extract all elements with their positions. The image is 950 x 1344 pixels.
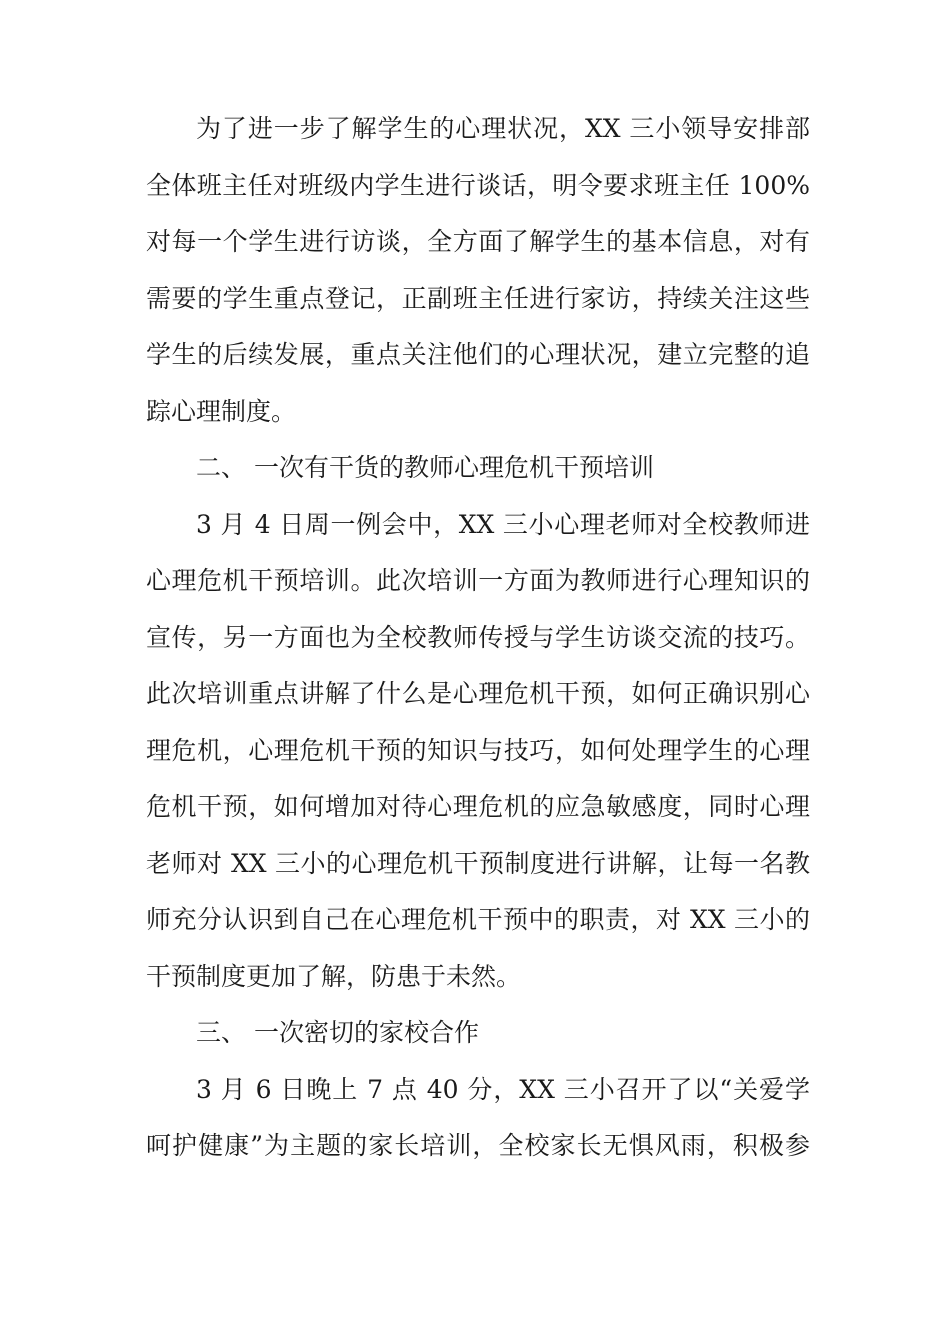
paragraph-line: 踪心理制度。 [146,397,297,426]
paragraph-line: 学生的后续发展，重点关注他们的心理状况，建立完整的追 [146,340,810,369]
paragraph-line: 此次培训重点讲解了什么是心理危机干预，如何正确识别心 [146,679,810,708]
paragraph-line: 理危机，心理危机干预的知识与技巧，如何处理学生的心理 [146,736,810,765]
paragraph-line: 干预制度更加了解，防患于未然。 [146,962,522,991]
paragraph-line: 需要的学生重点登记，正副班主任进行家访，持续关注这些 [146,284,810,313]
paragraph-line: 3 月 6 日晚上 7 点 40 分，XX 三小召开了以“关爱学 [196,1075,810,1104]
paragraph-line: 危机干预，如何增加对待心理危机的应急敏感度，同时心理 [146,792,810,821]
section-heading-3: 三、 一次密切的家校合作 [196,1018,479,1047]
paragraph-line: 宣传，另一方面也为全校教师传授与学生访谈交流的技巧。 [146,623,810,652]
paragraph-line: 3 月 4 日周一例会中，XX 三小心理老师对全校教师进 [196,510,810,539]
paragraph-line: 呵护健康”为主题的家长培训，全校家长无惧风雨，积极参 [146,1131,810,1160]
paragraph-line: 师充分认识到自己在心理危机干预中的职责，对 XX 三小的 [146,905,810,934]
paragraph-line: 老师对 XX 三小的心理危机干预制度进行讲解，让每一名教 [146,849,810,878]
paragraph-line: 心理危机干预培训。此次培训一方面为教师进行心理知识的 [146,566,810,595]
paragraph-line: 全体班主任对班级内学生进行谈话，明令要求班主任 100% [146,171,810,200]
section-heading-2: 二、 一次有干货的教师心理危机干预培训 [196,453,654,482]
paragraph-line: 为了进一步了解学生的心理状况，XX 三小领导安排部 [196,114,810,143]
paragraph-line: 对每一个学生进行访谈，全方面了解学生的基本信息，对有 [146,227,810,256]
